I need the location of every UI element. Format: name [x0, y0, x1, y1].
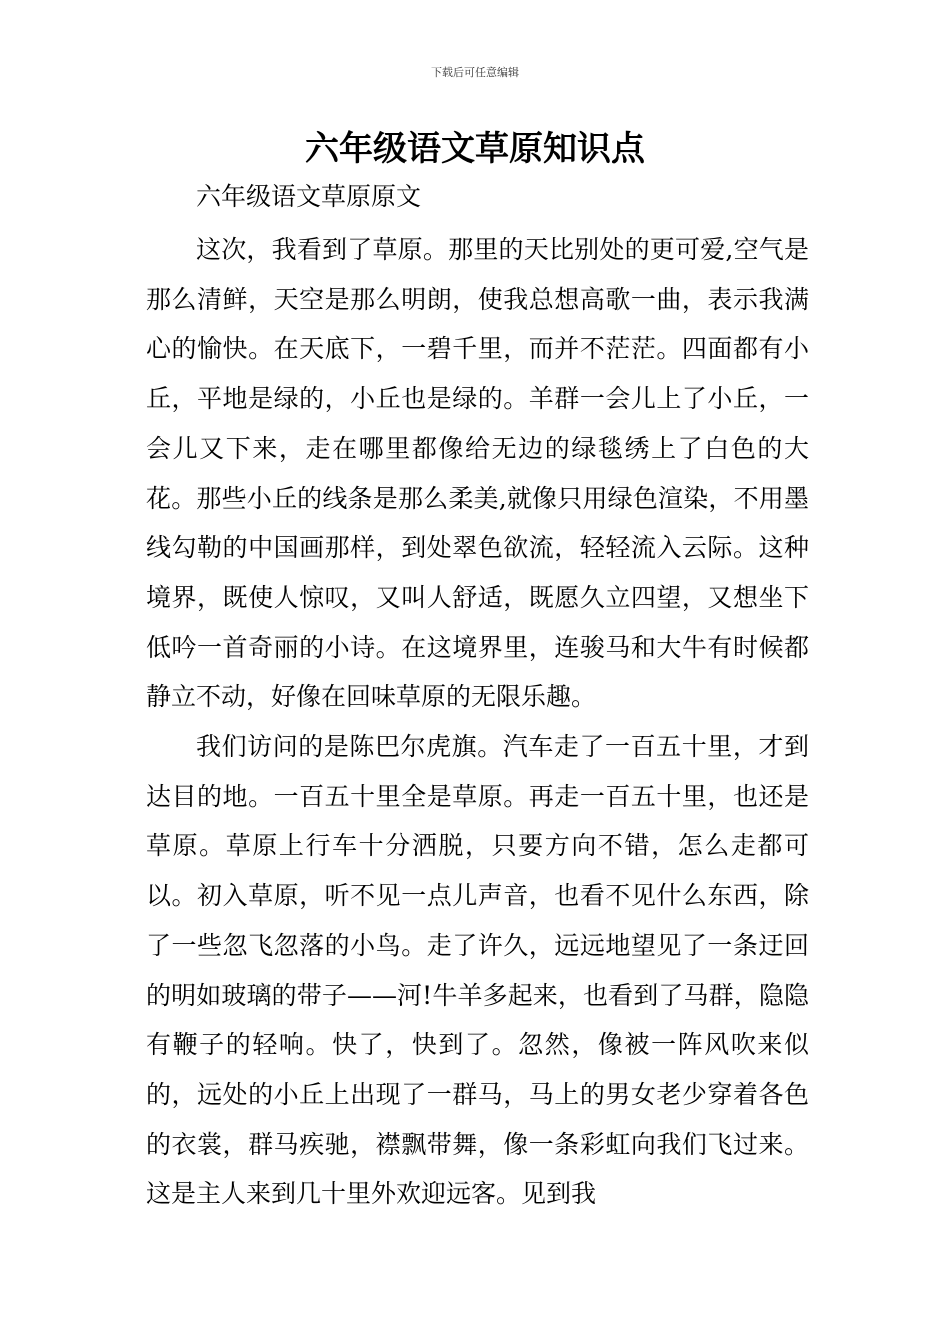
body-paragraph-2: 我们访问的是陈巴尔虎旗。汽车走了一百五十里，才到达目的地。一百五十里全是草原。再走一百五十里，也还是草原。草原上行车十分洒脱，只要方向不错，怎么走都可以。初入草原，听不见一点儿声音，也看不见什么东西，除了一些忽飞忽落的小鸟。走了许久，远远地望见了一条迂回的明如玻璃的带子——河!牛羊多起来，也看到了马群，隐隐有鞭子的轻响。快了，快到了。忽然，像被一阵风吹来似的，远处的小丘上出现了一群马，马上的男女老少穿着各色的衣裳，群马疾驰，襟飘带舞，像一条彩虹向我们飞过来。这是主人来到几十里外欢迎远客。见到我: [146, 732, 809, 1209]
page-header-note: 下载后可任意编辑: [431, 66, 519, 79]
section-heading: 六年级语文草原原文: [196, 182, 422, 211]
body-paragraph-1: 这次，我看到了草原。那里的天比别处的更可爱,空气是那么清鲜，天空是那么明朗，使我总想高歌一曲，表示我满心的愉快。在天底下，一碧千里，而并不茫茫。四面都有小丘，平地是绿的，小丘也是绿的。羊群一会儿上了小丘，一会儿又下来，走在哪里都像给无边的绿毯绣上了白色的大花。那些小丘的线条是那么柔美,就像只用绿色渲染，不用墨线勾勒的中国画那样，到处翠色欲流，轻轻流入云际。这种境界，既使人惊叹，又叫人舒适，既愿久立四望，又想坐下低吟一首奇丽的小诗。在这境界里，连骏马和大牛有时候都静立不动，好像在回味草原的无限乐趣。: [146, 235, 809, 712]
document-title: 六年级语文草原知识点: [305, 129, 645, 169]
